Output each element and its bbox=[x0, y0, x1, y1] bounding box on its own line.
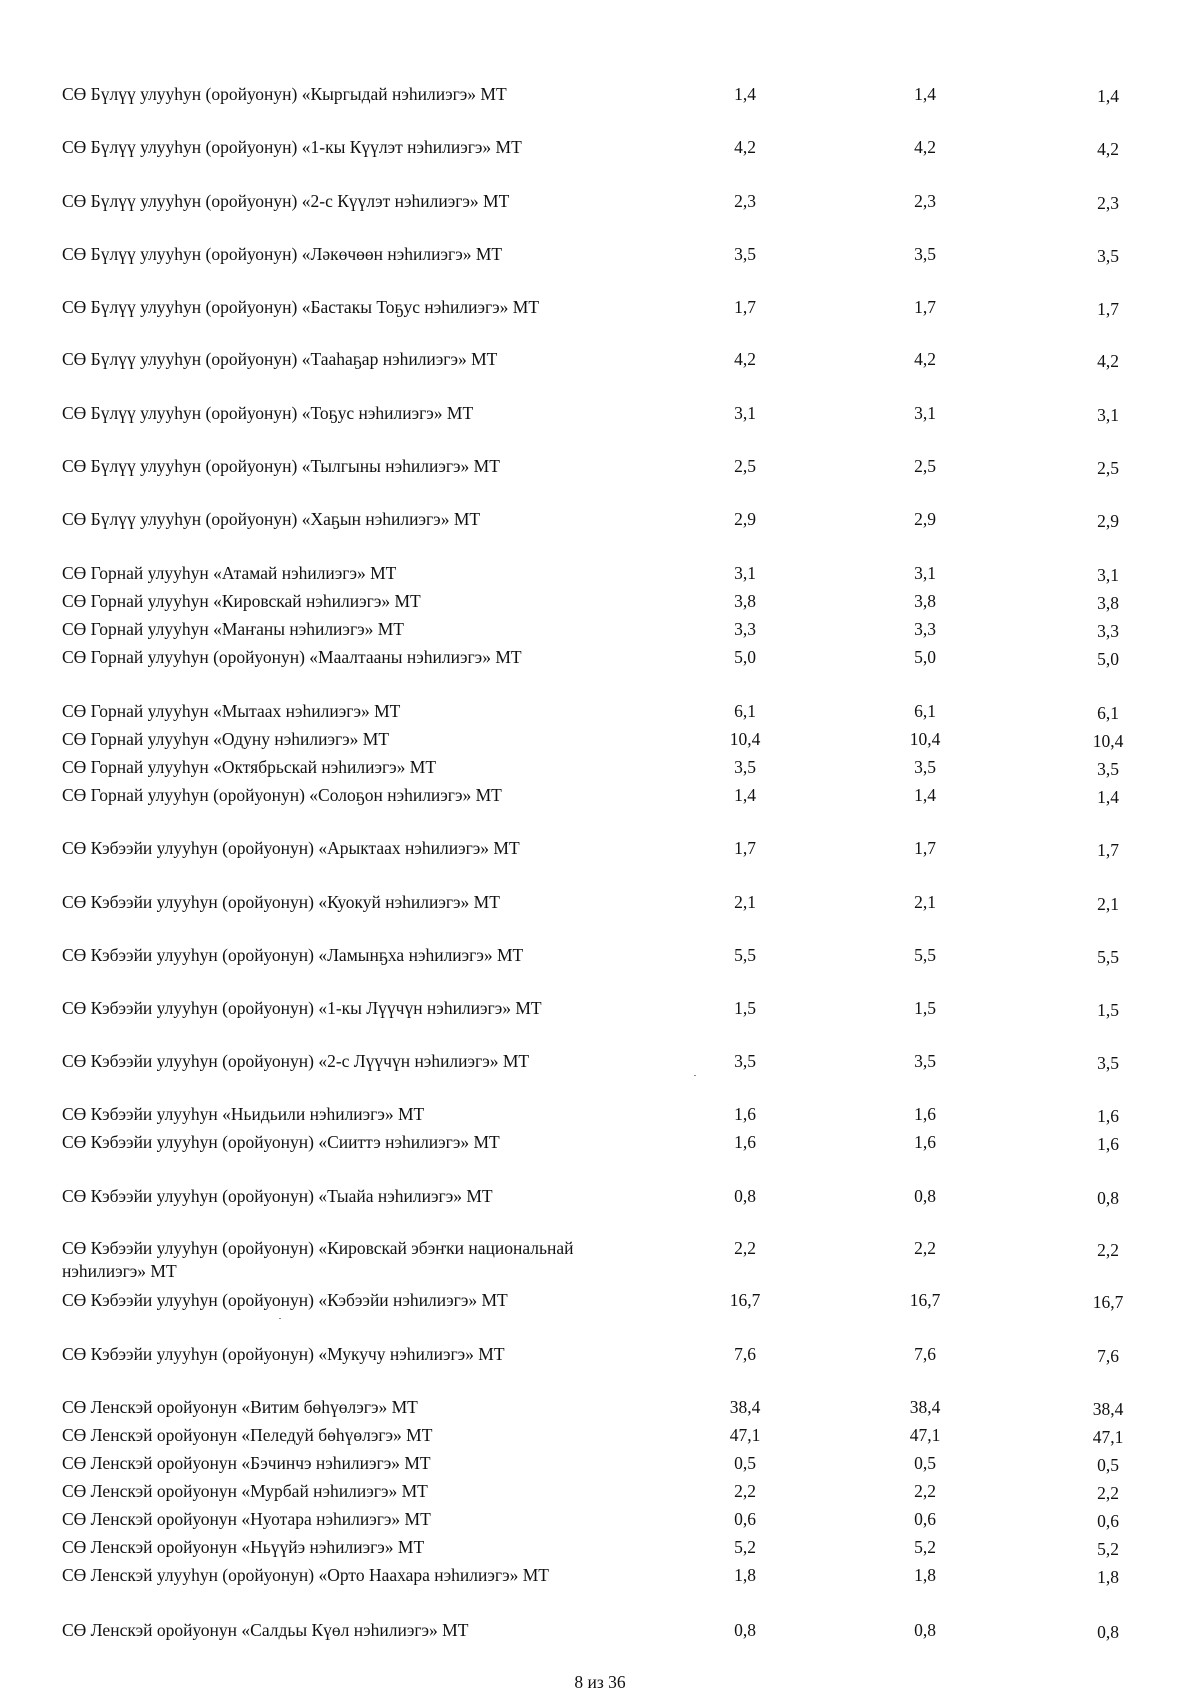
row-value-1: 2,3 bbox=[734, 191, 756, 211]
row-value-3: 6,1 bbox=[1097, 703, 1119, 723]
row-value-1: 1,5 bbox=[734, 998, 756, 1018]
row-value-3: 2,2 bbox=[1097, 1240, 1119, 1260]
row-value-2: 10,4 bbox=[909, 729, 941, 749]
row-value-3: 3,5 bbox=[1097, 759, 1119, 779]
row-value-3: 3,1 bbox=[1097, 565, 1119, 585]
row-value-1: 0,5 bbox=[734, 1453, 756, 1473]
row-value-3: 4,2 bbox=[1097, 139, 1119, 159]
row-value-2: 2,1 bbox=[914, 892, 936, 912]
row-name: СӨ Горнай улууһун (оройуонун) «Маалтааны нэһилиэгэ» МТ bbox=[62, 647, 522, 667]
row-value-3: 0,8 bbox=[1097, 1188, 1119, 1208]
row-value-3: 38,4 bbox=[1092, 1399, 1124, 1419]
row-value-1: 3,5 bbox=[734, 1051, 756, 1071]
row-name: СӨ Кэбээйи улууһун «Ньидьили нэһилиэгэ» МТ bbox=[62, 1104, 425, 1124]
row-value-1: 3,8 bbox=[734, 591, 756, 611]
row-value-1: 0,8 bbox=[734, 1186, 756, 1206]
row-value-3: 2,9 bbox=[1097, 511, 1119, 531]
row-value-1: 2,1 bbox=[734, 892, 756, 912]
row-value-2: 5,5 bbox=[914, 945, 936, 965]
row-value-1: 4,2 bbox=[734, 349, 756, 369]
row-value-3: 1,5 bbox=[1097, 1000, 1119, 1020]
row-name: СӨ Ленскэй оройуонун «Бэчинчэ нэһилиэгэ» МТ bbox=[62, 1453, 431, 1473]
row-name: СӨ Горнай улууһун «Маҥаны нэһилиэгэ» МТ bbox=[62, 619, 405, 639]
row-value-2: 47,1 bbox=[909, 1425, 941, 1445]
row-value-3: 1,4 bbox=[1097, 86, 1119, 106]
row-value-3: 3,1 bbox=[1097, 405, 1119, 425]
row-value-1: 4,2 bbox=[734, 137, 756, 157]
row-name: СӨ Кэбээйи улууһун (оройуонун) «Мукучу нэһилиэгэ» МТ bbox=[62, 1344, 505, 1364]
row-value-1: 5,5 bbox=[734, 945, 756, 965]
row-value-2: 7,6 bbox=[914, 1344, 936, 1364]
row-value-2: 3,5 bbox=[914, 244, 936, 264]
row-value-1: 7,6 bbox=[734, 1344, 756, 1364]
row-name: СӨ Кэбээйи улууһун (оройуонун) «Кировскай эбэҥки национальнай нэһилиэгэ» МТ bbox=[62, 1238, 574, 1281]
row-value-2: 1,6 bbox=[914, 1132, 936, 1152]
row-value-3: 7,6 bbox=[1097, 1346, 1119, 1366]
page-number: 8 из 36 bbox=[574, 1672, 626, 1692]
row-name: СӨ Ленскэй оройуонун «Салдьы Күөл нэһилиэгэ» МТ bbox=[62, 1620, 469, 1640]
row-name: СӨ Бүлүү улууһун (оройуонун) «Тылгыны нэһилиэгэ» МТ bbox=[62, 456, 500, 476]
row-value-1: 3,3 bbox=[734, 619, 756, 639]
row-value-2: 4,2 bbox=[914, 137, 936, 157]
row-value-1: 47,1 bbox=[729, 1425, 761, 1445]
row-value-3: 4,2 bbox=[1097, 351, 1119, 371]
row-value-2: 1,5 bbox=[914, 998, 936, 1018]
row-value-2: 3,5 bbox=[914, 1051, 936, 1071]
row-name: СӨ Горнай улууһун «Атамай нэһилиэгэ» МТ bbox=[62, 563, 397, 583]
row-value-2: 0,8 bbox=[914, 1620, 936, 1640]
row-value-3: 47,1 bbox=[1092, 1427, 1124, 1447]
row-value-3: 16,7 bbox=[1092, 1292, 1124, 1312]
row-name: СӨ Кэбээйи улууһун (оройуонун) «Арыктаах нэһилиэгэ» МТ bbox=[62, 838, 520, 858]
row-name: СӨ Кэбээйи улууһун (оройуонун) «1-кы Лүүчүн нэһилиэгэ» МТ bbox=[62, 998, 542, 1018]
row-value-2: 5,2 bbox=[914, 1537, 936, 1557]
row-value-3: 1,7 bbox=[1097, 299, 1119, 319]
row-value-2: 3,1 bbox=[914, 563, 936, 583]
row-value-3: 5,0 bbox=[1097, 649, 1119, 669]
row-value-1: 6,1 bbox=[734, 701, 756, 721]
row-value-1: 2,2 bbox=[734, 1238, 756, 1258]
row-value-3: 0,6 bbox=[1097, 1511, 1119, 1531]
row-value-3: 0,5 bbox=[1097, 1455, 1119, 1475]
row-value-1: 0,8 bbox=[734, 1620, 756, 1640]
row-name: СӨ Бүлүү улууһун (оройуонун) «2-с Күүлэт нэһилиэгэ» МТ bbox=[62, 191, 510, 211]
row-value-1: 1,6 bbox=[734, 1132, 756, 1152]
row-value-1: 2,9 bbox=[734, 509, 756, 529]
row-name: СӨ Бүлүү улууһун (оройуонун) «Тааһаҕар нэһилиэгэ» МТ bbox=[62, 349, 498, 369]
row-name: СӨ Ленскэй оройуонун «Пеледуй бөһүөлэгэ» МТ bbox=[62, 1425, 433, 1445]
row-name: СӨ Бүлүү улууһун (оройуонун) «Кыргыдай нэһилиэгэ» МТ bbox=[62, 84, 507, 104]
row-name: СӨ Кэбээйи улууһун (оройуонун) «Куокуй нэһилиэгэ» МТ bbox=[62, 892, 500, 912]
row-value-1: 1,6 bbox=[734, 1104, 756, 1124]
row-name: СӨ Ленскэй оройуонун «Нуотара нэһилиэгэ» МТ bbox=[62, 1509, 431, 1529]
row-value-2: 3,5 bbox=[914, 757, 936, 777]
row-value-2: 3,8 bbox=[914, 591, 936, 611]
row-value-1: 3,1 bbox=[734, 403, 756, 423]
row-name: СӨ Горнай улууһун «Одуну нэһилиэгэ» МТ bbox=[62, 729, 390, 749]
row-name: СӨ Горнай улууһун (оройуонун) «Солоҕон нэһилиэгэ» МТ bbox=[62, 785, 502, 805]
row-name: СӨ Горнай улууһун «Кировскай нэһилиэгэ» МТ bbox=[62, 591, 421, 611]
row-name: СӨ Бүлүү улууһун (оройуонун) «Хаҕын нэһилиэгэ» МТ bbox=[62, 509, 481, 529]
row-value-3: 2,3 bbox=[1097, 193, 1119, 213]
row-value-2: 0,5 bbox=[914, 1453, 936, 1473]
row-name: СӨ Ленскэй улууһун (оройуонун) «Орто Наахара нэһилиэгэ» МТ bbox=[62, 1565, 549, 1585]
row-value-1: 3,1 bbox=[734, 563, 756, 583]
row-value-2: 38,4 bbox=[909, 1397, 941, 1417]
row-value-1: 2,5 bbox=[734, 456, 756, 476]
row-value-3: 1,6 bbox=[1097, 1106, 1119, 1126]
row-value-3: 1,8 bbox=[1097, 1567, 1119, 1587]
row-value-1: 38,4 bbox=[729, 1397, 761, 1417]
row-value-3: 3,3 bbox=[1097, 621, 1119, 641]
row-value-3: 2,1 bbox=[1097, 894, 1119, 914]
row-name: СӨ Горнай улууһун «Октябрьскай нэһилиэгэ» МТ bbox=[62, 757, 437, 777]
row-value-1: 3,5 bbox=[734, 244, 756, 264]
row-value-3: 3,8 bbox=[1097, 593, 1119, 613]
row-value-3: 2,2 bbox=[1097, 1483, 1119, 1503]
scan-speck bbox=[279, 1318, 281, 1319]
row-value-2: 1,6 bbox=[914, 1104, 936, 1124]
row-value-1: 1,7 bbox=[734, 838, 756, 858]
row-value-3: 1,4 bbox=[1097, 787, 1119, 807]
row-value-2: 1,4 bbox=[914, 785, 936, 805]
row-value-1: 3,5 bbox=[734, 757, 756, 777]
row-value-1: 1,7 bbox=[734, 297, 756, 317]
row-value-2: 0,6 bbox=[914, 1509, 936, 1529]
row-name: СӨ Кэбээйи улууһун (оройуонун) «Кэбээйи нэһилиэгэ» МТ bbox=[62, 1290, 508, 1310]
row-value-2: 1,4 bbox=[914, 84, 936, 104]
row-value-2: 1,8 bbox=[914, 1565, 936, 1585]
row-value-1: 1,4 bbox=[734, 785, 756, 805]
row-name: СӨ Ленскэй оройуонун «Ньүүйэ нэһилиэгэ» МТ bbox=[62, 1537, 425, 1557]
row-value-2: 2,5 bbox=[914, 456, 936, 476]
row-value-3: 2,5 bbox=[1097, 458, 1119, 478]
row-value-2: 3,3 bbox=[914, 619, 936, 639]
row-name: СӨ Кэбээйи улууһун (оройуонун) «Сииттэ нэһилиэгэ» МТ bbox=[62, 1132, 500, 1152]
row-name: СӨ Ленскэй оройуонун «Мурбай нэһилиэгэ» МТ bbox=[62, 1481, 428, 1501]
row-value-1: 10,4 bbox=[729, 729, 761, 749]
row-value-3: 3,5 bbox=[1097, 246, 1119, 266]
row-value-1: 1,8 bbox=[734, 1565, 756, 1585]
row-value-3: 5,2 bbox=[1097, 1539, 1119, 1559]
row-value-3: 10,4 bbox=[1092, 731, 1124, 751]
row-value-2: 2,2 bbox=[914, 1481, 936, 1501]
row-value-2: 2,2 bbox=[914, 1238, 936, 1258]
row-name: СӨ Кэбээйи улууһун (оройуонун) «Тыайа нэһилиэгэ» МТ bbox=[62, 1186, 493, 1206]
row-value-1: 5,0 bbox=[734, 647, 756, 667]
row-name: СӨ Кэбээйи улууһун (оройуонун) «2-с Лүүчүн нэһилиэгэ» МТ bbox=[62, 1051, 530, 1071]
row-value-2: 1,7 bbox=[914, 297, 936, 317]
row-value-1: 2,2 bbox=[734, 1481, 756, 1501]
row-value-3: 1,7 bbox=[1097, 840, 1119, 860]
row-value-2: 4,2 bbox=[914, 349, 936, 369]
row-name: СӨ Ленскэй оройуонун «Витим бөһүөлэгэ» МТ bbox=[62, 1397, 418, 1417]
row-name: СӨ Бүлүү улууһун (оройуонун) «1-кы Күүлэт нэһилиэгэ» МТ bbox=[62, 137, 522, 157]
row-value-1: 5,2 bbox=[734, 1537, 756, 1557]
row-value-3: 5,5 bbox=[1097, 947, 1119, 967]
row-value-2: 2,3 bbox=[914, 191, 936, 211]
row-value-2: 3,1 bbox=[914, 403, 936, 423]
row-name: СӨ Горнай улууһун «Мытаах нэһилиэгэ» МТ bbox=[62, 701, 401, 721]
row-name: СӨ Бүлүү улууһун (оройуонун) «Бастакы Тоҕус нэһилиэгэ» МТ bbox=[62, 297, 540, 317]
row-value-3: 3,5 bbox=[1097, 1053, 1119, 1073]
scan-speck bbox=[694, 1075, 696, 1076]
row-name: СӨ Бүлүү улууһун (оройуонун) «Тоҕус нэһилиэгэ» МТ bbox=[62, 403, 474, 423]
row-value-1: 0,6 bbox=[734, 1509, 756, 1529]
row-value-1: 1,4 bbox=[734, 84, 756, 104]
row-name: СӨ Бүлүү улууһун (оройуонун) «Ләкөчөөн нэһилиэгэ» МТ bbox=[62, 244, 503, 264]
row-value-2: 6,1 bbox=[914, 701, 936, 721]
row-name: СӨ Кэбээйи улууһун (оройуонун) «Ламынҕха нэһилиэгэ» МТ bbox=[62, 945, 524, 965]
row-value-1: 16,7 bbox=[729, 1290, 761, 1310]
row-value-2: 2,9 bbox=[914, 509, 936, 529]
row-value-2: 5,0 bbox=[914, 647, 936, 667]
row-value-2: 16,7 bbox=[909, 1290, 941, 1310]
row-value-3: 0,8 bbox=[1097, 1622, 1119, 1642]
row-value-3: 1,6 bbox=[1097, 1134, 1119, 1154]
row-value-2: 0,8 bbox=[914, 1186, 936, 1206]
row-value-2: 1,7 bbox=[914, 838, 936, 858]
